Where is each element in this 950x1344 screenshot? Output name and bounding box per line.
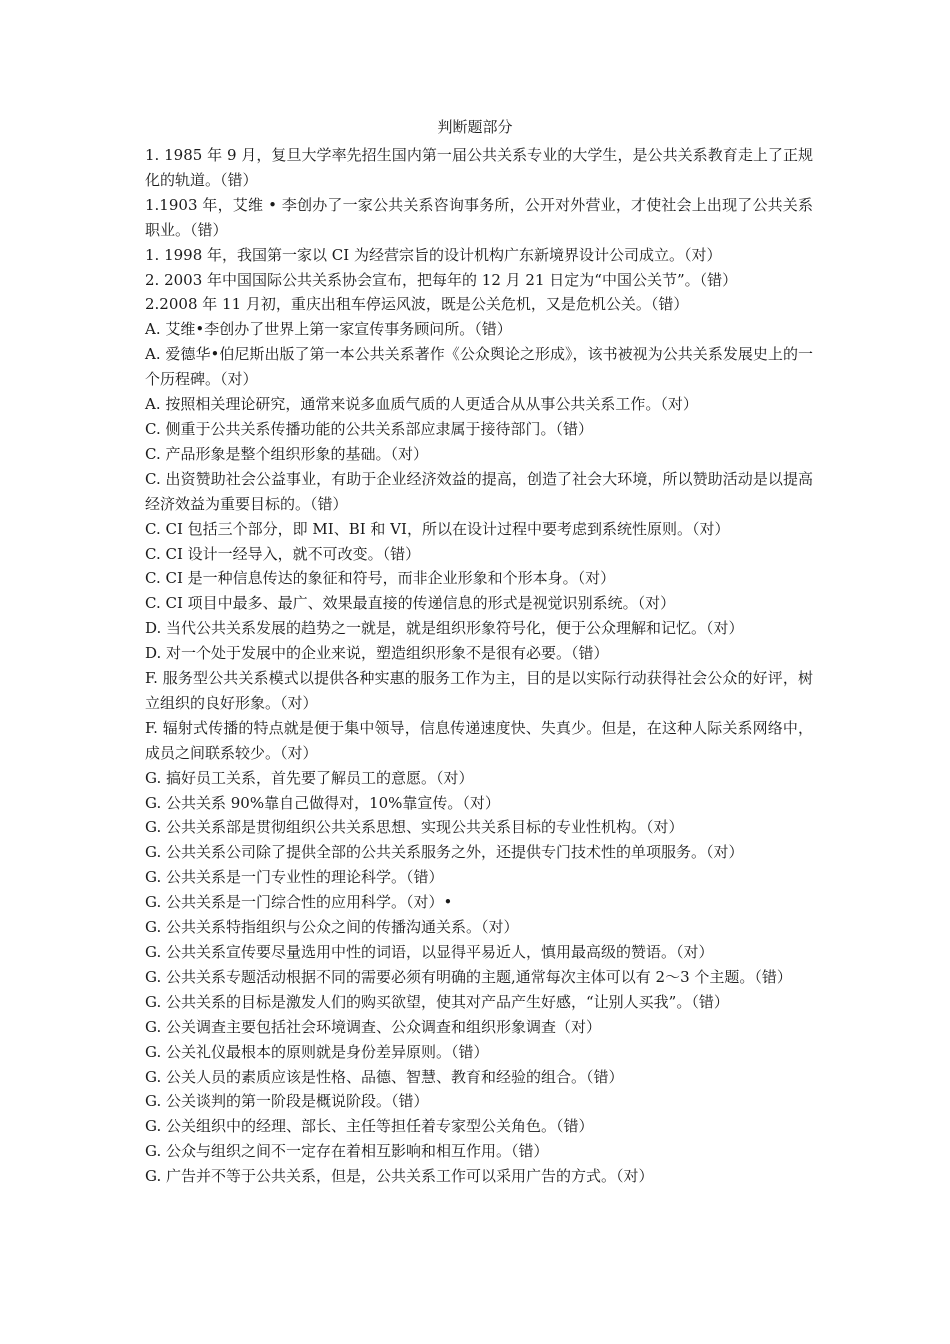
question-item: G. 公共关系是一门综合性的应用科学。（对）• (145, 893, 453, 912)
question-item: G. 公关调查主要包括社会环境调查、公众调查和组织形象调查（对） (145, 1017, 601, 1036)
question-item: G. 公关谈判的第一阶段是概说阶段。（错） (145, 1092, 429, 1111)
question-item: 2. 2003 年中国国际公共关系协会宣布，把每年的 12 月 21 日定为“中国公关节”。（错） (145, 270, 738, 289)
question-item: G. 公关组织中的经理、部长、主任等担任着专家型公关角色。（错） (145, 1117, 594, 1136)
question-item: C. 出资赞助社会公益事业，有助于企业经济效益的提高，创造了社会大环境，所以赞助活动是以提高经济效益为重要目标的。（错） (145, 469, 813, 513)
question-item: G. 公关人员的素质应该是性格、品德、智慧、教育和经验的组合。（错） (145, 1067, 624, 1086)
question-item: A. 按照相关理论研究，通常来说多血质气质的人更适合从从事公共关系工作。（对） (145, 395, 698, 414)
question-list (145, 143, 813, 1189)
question-item: F. 辐射式传播的特点就是便于集中领导，信息传递速度快、失真少。但是，在这种人际关系网络中，成员之间联系较少。（对） (145, 718, 813, 762)
question-item: G. 公共关系公司除了提供全部的公共关系服务之外，还提供专门技术性的单项服务。（对） (145, 843, 744, 862)
question-item: G. 公共关系部是贯彻组织公共关系思想、实现公共关系目标的专业性机构。（对） (145, 818, 684, 837)
question-item: G. 搞好员工关系，首先要了解员工的意愿。（对） (145, 768, 474, 787)
question-item: G. 公共关系的目标是激发人们的购买欲望，使其对产品产生好感，“让别人买我”。（错） (145, 992, 729, 1011)
question-item: G. 公共关系 90%靠自己做得对，10%靠宣传。（对） (145, 793, 500, 812)
question-item: 1.1903 年，艾维 • 李创办了一家公共关系咨询事务所，公开对外营业，才使社会上出现了公共关系职业。（错） (145, 195, 813, 239)
question-item: G. 公众与组织之间不一定存在着相互影响和相互作用。（错） (145, 1142, 549, 1161)
question-item: C. 侧重于公共关系传播功能的公共关系部应隶属于接待部门。（错） (145, 419, 593, 438)
question-item: G. 公共关系专题活动根据不同的需要必须有明确的主题,通常每次主体可以有 2〜3 个主题。（错） (145, 967, 792, 986)
question-item: G. 公共关系特指组织与公众之间的传播沟通关系。（对） (145, 918, 519, 937)
question-item: C. CI 设计一经导入，就不可改变。（错） (145, 544, 421, 563)
question-item: 1. 1998 年，我国第一家以 CI 为经营宗旨的设计机构广东新境界设计公司成立。（对） (145, 245, 722, 264)
page-title: 判断题部分 (437, 118, 513, 136)
question-item: 1. 1985 年 9 月，复旦大学率先招生国内第一届公共关系专业的大学生，是公共关系教育走上了正规化的轨道。（错） (145, 146, 813, 189)
question-item: C. CI 是一种信息传达的象征和符号，而非企业形象和个形本身。（对） (145, 569, 616, 588)
question-item: G. 公共关系是一门专业性的理论科学。（错） (145, 868, 444, 887)
question-item: C. CI 包括三个部分，即 MI、BI 和 VI，所以在设计过程中要考虑到系统性原则。（对） (145, 519, 730, 538)
question-item: D. 对一个处于发展中的企业来说，塑造组织形象不是很有必要。（错） (145, 644, 609, 663)
question-item: D. 当代公共关系发展的趋势之一就是，就是组织形象符号化，便于公众理解和记忆。（对） (145, 619, 744, 638)
question-item: G. 公关礼仪最根本的原则就是身份差异原则。（错） (145, 1042, 489, 1061)
question-item: F. 服务型公共关系模式以提供各种实惠的服务工作为主，目的是以实际行动获得社会公众的好评，树立组织的良好形象。（对） (145, 669, 813, 712)
question-item: C. CI 项目中最多、最广、效果最直接的传递信息的形式是视觉识别系统。（对） (145, 594, 676, 613)
question-item: A. 爱德华•伯尼斯出版了第一本公共关系著作《公众舆论之形成》，该书被视为公共关系发展史上的一个历程碑。（对） (145, 345, 813, 389)
question-item: A. 艾维•李创办了世界上第一家宣传事务顾问所。（错） (145, 320, 512, 339)
question-item: 2.2008 年 11 月初，重庆出租车停运风波，既是公关危机，又是危机公关。（错） (145, 295, 689, 314)
question-item: G. 广告并不等于公共关系，但是，公共关系工作可以采用广告的方式。（对） (145, 1167, 654, 1186)
question-item: C. 产品形象是整个组织形象的基础。（对） (145, 444, 428, 463)
question-item: G. 公共关系宣传要尽量选用中性的词语，以显得平易近人，慎用最高级的赞语。（对） (145, 943, 714, 961)
